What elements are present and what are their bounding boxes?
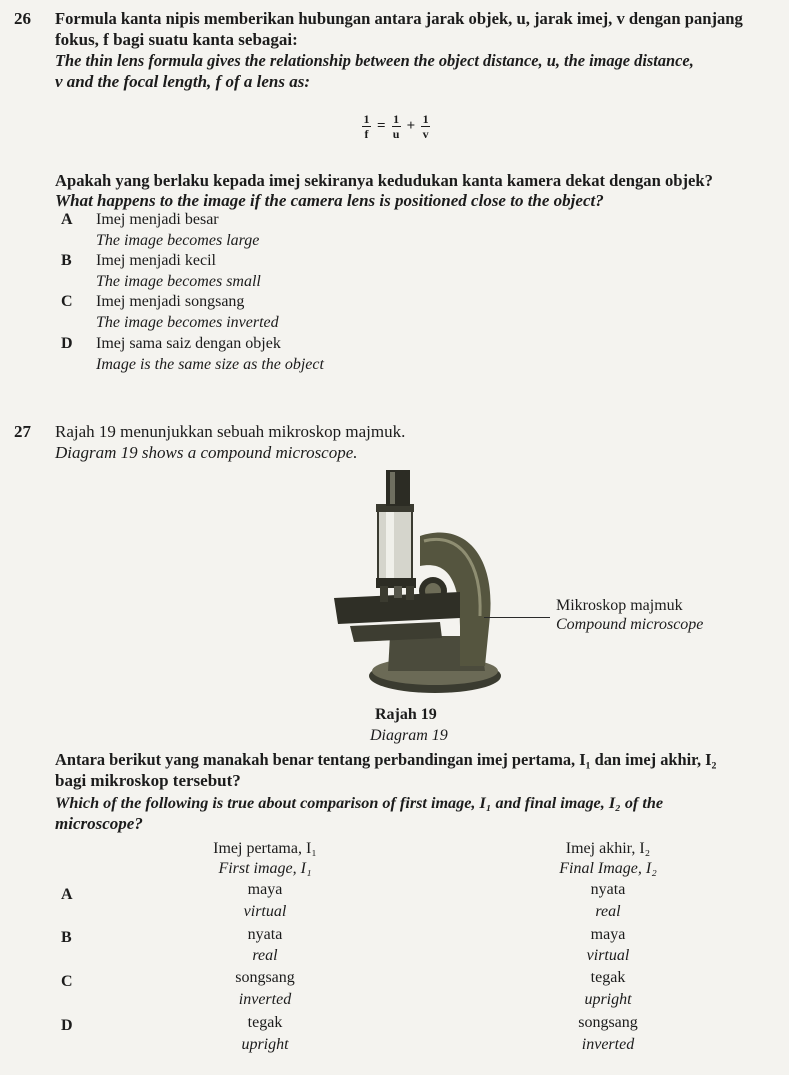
option-text-en: The image becomes small	[96, 273, 261, 290]
diagram-caption-ms: Rajah 19	[375, 706, 437, 723]
option-text-ms: Imej sama saiz dengan objek	[96, 335, 281, 352]
compound-microscope-image	[320, 466, 510, 701]
option-letter: A	[61, 886, 73, 903]
q27-question-en-line2: microscope?	[55, 814, 143, 833]
option-letter: C	[61, 973, 73, 990]
header-first-image-ms: Imej pertama, I₁	[213, 840, 317, 857]
question-26-number: 26	[14, 9, 31, 28]
diagram-caption-en: Diagram 19	[370, 727, 448, 744]
option-letter: A	[61, 211, 73, 228]
frac-1-over-v: $\frac{1}{v}$	[422, 112, 429, 141]
microscope-label-en: Compound microscope	[556, 616, 704, 633]
objective-lens	[380, 586, 388, 602]
header-final-image-en: Final Image, I₂	[559, 860, 657, 877]
option-letter: B	[61, 252, 72, 269]
equals-sign: =	[377, 118, 386, 135]
frac-1-over-f: $\frac{1}{f}$	[363, 112, 370, 141]
option-letter: C	[61, 293, 73, 310]
first-image-ms: tegak	[247, 1014, 283, 1031]
q27-stem-en: Diagram 19 shows a compound microscope.	[55, 443, 358, 462]
q26-stem-en-line1: The thin lens formula gives the relationship between the object distance, u, the image distance,	[55, 51, 694, 70]
option-letter: B	[61, 929, 72, 946]
q26-stem-en-line2: v and the focal length, f of a lens as:	[55, 72, 310, 91]
q27-stem-ms: Rajah 19 menunjukkan sebuah mikroskop majmuk.	[55, 422, 406, 441]
option-text-ms: Imej menjadi songsang	[96, 293, 245, 310]
q26-stem-ms-line2: fokus, f bagi suatu kanta sebagai:	[55, 30, 298, 49]
first-image-en: inverted	[238, 991, 292, 1008]
first-image-en: real	[252, 947, 278, 964]
q26-stem-ms-line1: Formula kanta nipis memberikan hubungan antara jarak objek, u, jarak imej, v dengan panjang	[55, 9, 743, 28]
first-image-ms: songsang	[235, 969, 295, 986]
thin-lens-formula	[360, 113, 432, 140]
final-image-en: real	[595, 903, 621, 920]
final-image-en: virtual	[586, 947, 630, 964]
option-text-en: The image becomes large	[96, 232, 260, 249]
option-letter: D	[61, 335, 73, 352]
microscope-label-ms: Mikroskop majmuk	[556, 597, 683, 614]
final-image-en: upright	[584, 991, 632, 1008]
header-final-image-ms: Imej akhir, I₂	[565, 840, 651, 857]
option-text-en: Image is the same size as the object	[96, 356, 324, 373]
body-tube	[378, 506, 412, 584]
option-letter: D	[61, 1017, 73, 1034]
first-image-ms: nyata	[247, 926, 283, 943]
q27-question-en-line1: Which of the following is true about comparison of first image, I₁ and final image, I₂ of the	[55, 794, 664, 812]
header-first-image-en: First image, I₁	[218, 860, 312, 877]
question-27-number: 27	[14, 422, 31, 441]
frac-1-over-u: $\frac{1}{u}$	[392, 112, 400, 141]
first-image-en: virtual	[243, 903, 287, 920]
q27-question-ms-line2: bagi mikroskop tersebut?	[55, 771, 241, 790]
plus-sign: +	[406, 118, 416, 135]
objective-lens	[406, 586, 414, 600]
option-text-ms: Imej menjadi besar	[96, 211, 219, 228]
final-image-ms: tegak	[590, 969, 626, 986]
final-image-en: inverted	[581, 1036, 635, 1053]
first-image-ms: maya	[247, 881, 283, 898]
q26-question-en: What happens to the image if the camera lens is positioned close to the object?	[55, 191, 604, 210]
final-image-ms: songsang	[578, 1014, 638, 1031]
eyepiece	[386, 470, 410, 506]
option-text-ms: Imej menjadi kecil	[96, 252, 216, 269]
label-pointer-line	[484, 617, 550, 618]
final-image-ms: maya	[590, 926, 626, 943]
objective-lens	[394, 586, 402, 598]
q27-question-ms-line1: Antara berikut yang manakah benar tentang perbandingan imej pertama, I₁ dan imej akhir, I₂	[55, 750, 717, 769]
final-image-ms: nyata	[590, 881, 626, 898]
q26-question-ms: Apakah yang berlaku kepada imej sekiranya kedudukan kanta kamera dekat dengan objek?	[55, 171, 713, 190]
option-text-en: The image becomes inverted	[96, 314, 279, 331]
first-image-en: upright	[241, 1036, 289, 1053]
